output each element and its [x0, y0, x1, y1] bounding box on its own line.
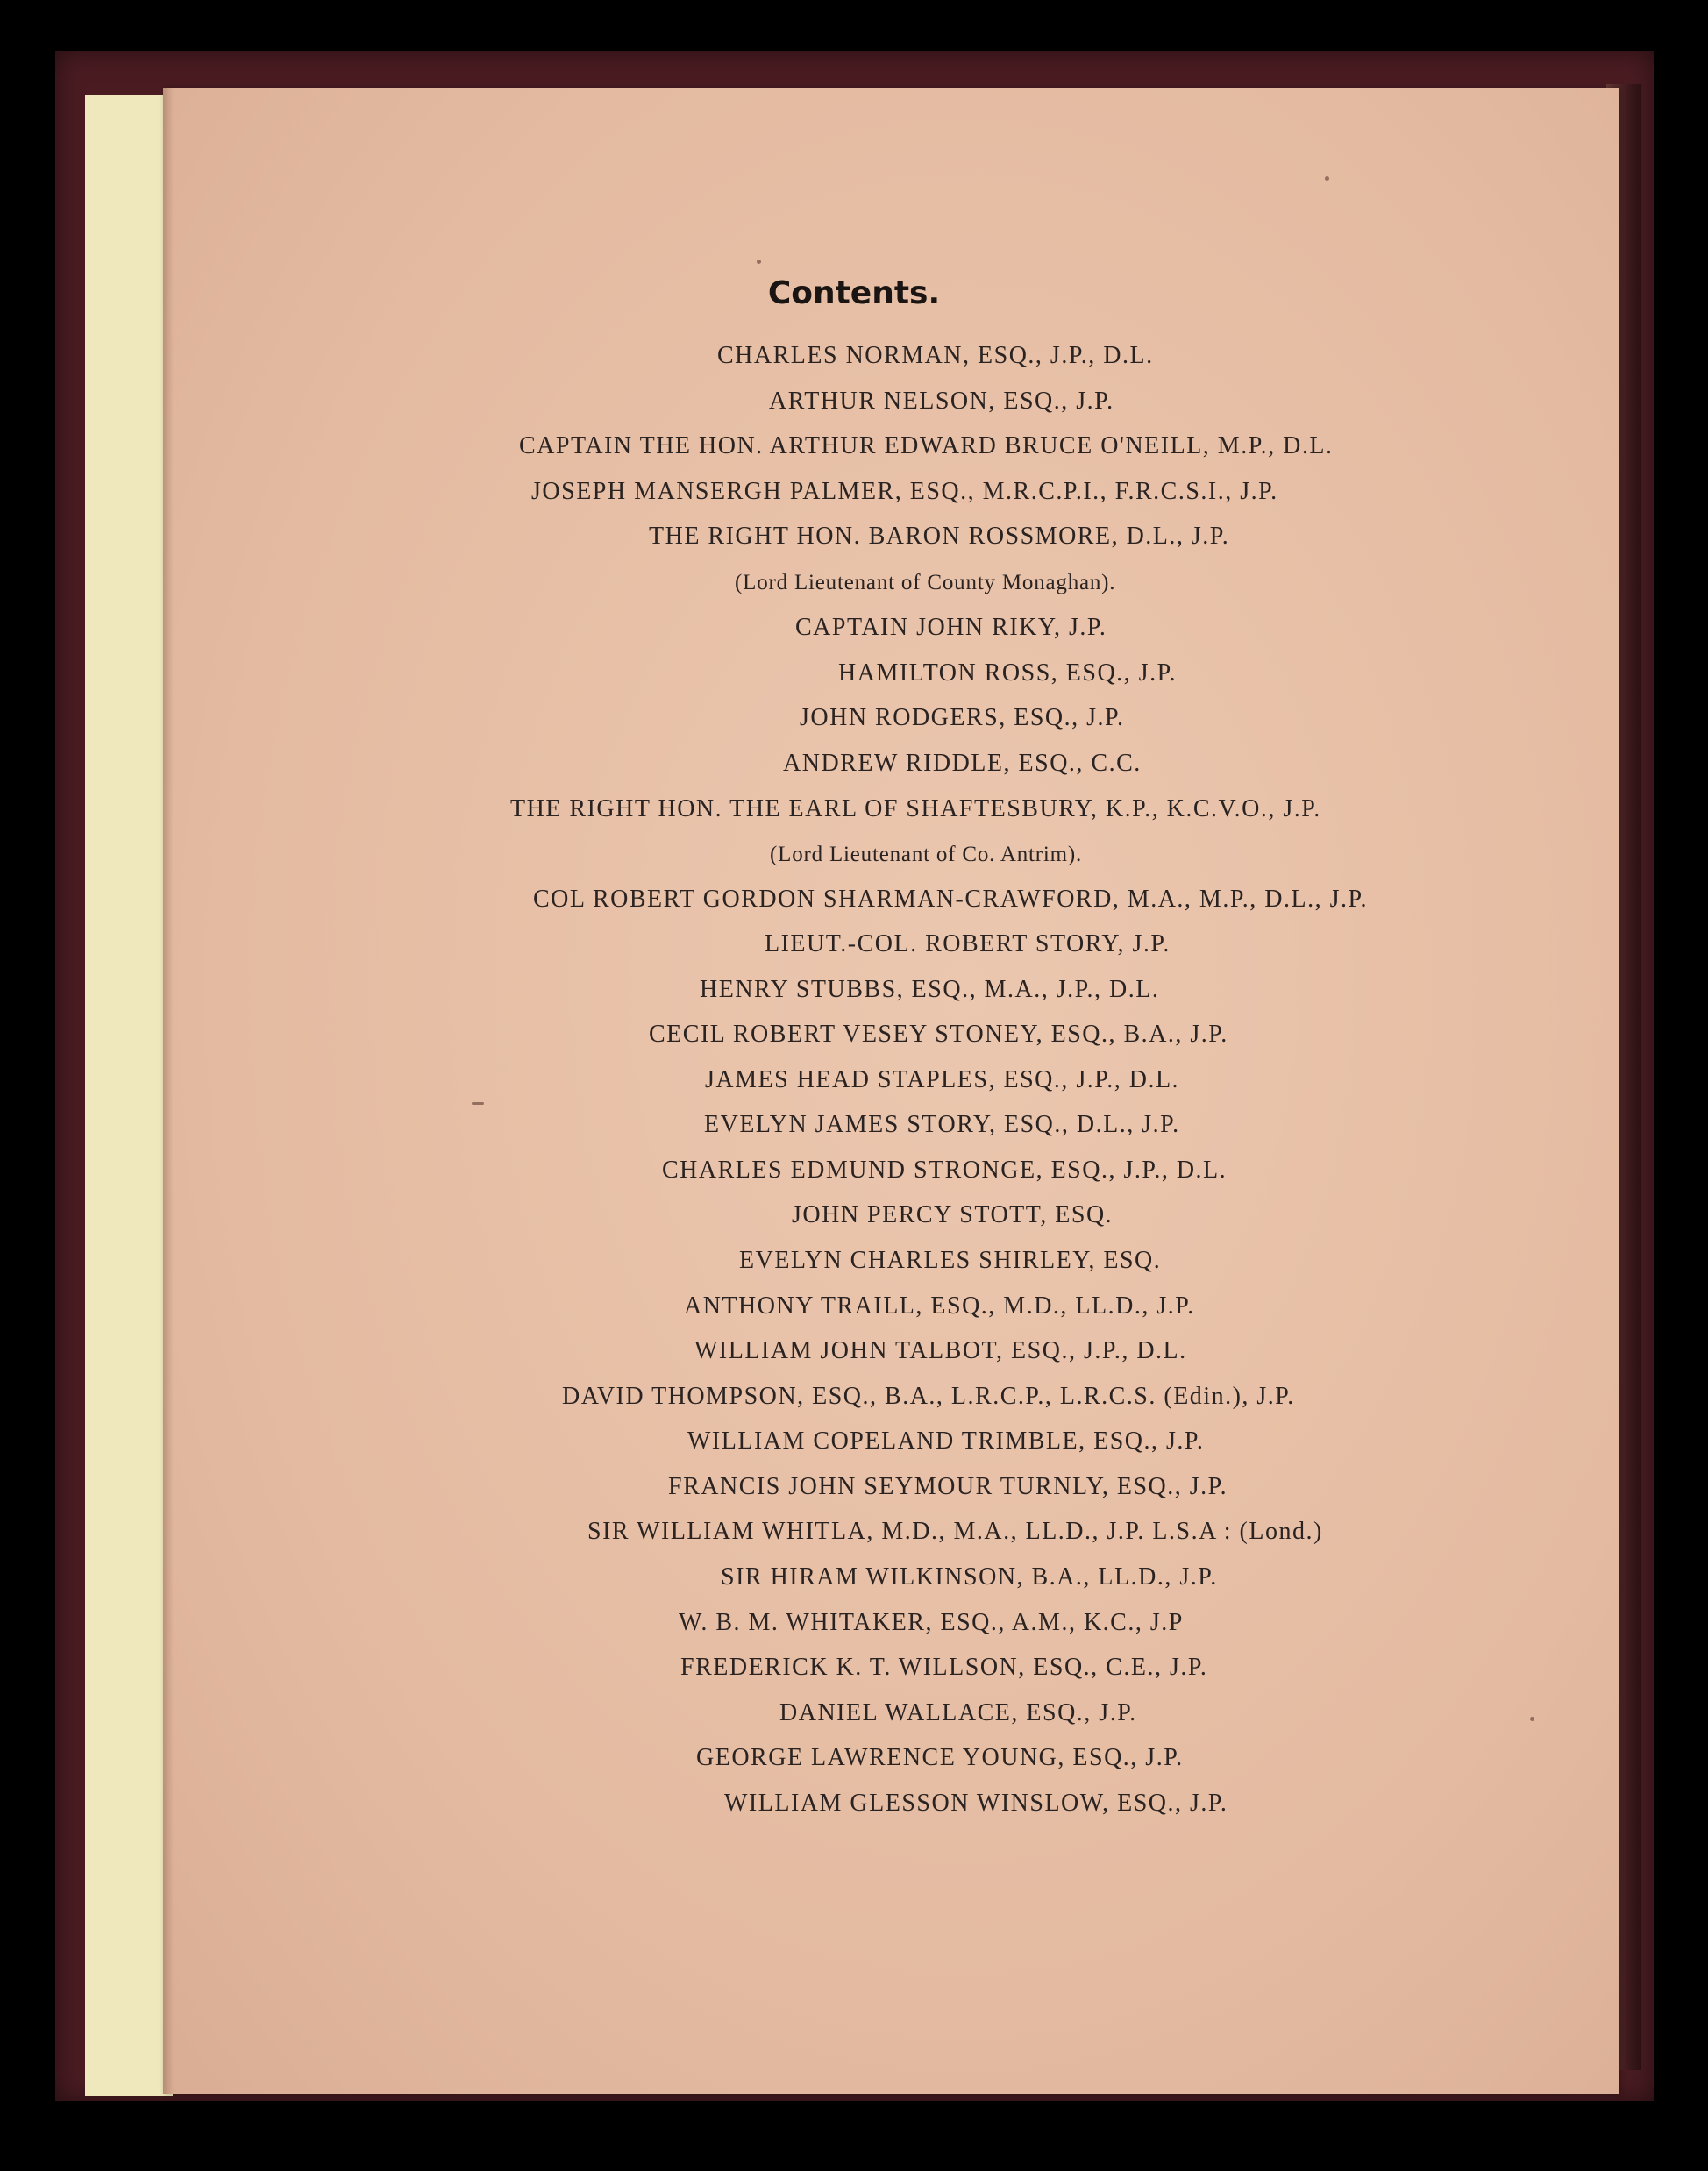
paper-speck	[1325, 176, 1329, 181]
contents-entry: EVELYN JAMES STORY, ESQ., D.L., J.P.	[704, 1111, 1180, 1138]
contents-entry: LIEUT.-COL. ROBERT STORY, J.P.	[765, 930, 1171, 957]
contents-entry: W. B. M. WHITAKER, ESQ., A.M., K.C., J.P	[679, 1609, 1184, 1636]
contents-entry: WILLIAM COPELAND TRIMBLE, ESQ., J.P.	[687, 1427, 1205, 1455]
contents-entry: CECIL ROBERT VESEY STONEY, ESQ., B.A., J.P.	[649, 1021, 1228, 1048]
contents-entry: WILLIAM JOHN TALBOT, ESQ., J.P., D.L.	[694, 1337, 1187, 1364]
page-title: Contents.	[767, 275, 941, 311]
paper-speck	[472, 1102, 484, 1105]
contents-entry-note: (Lord Lieutenant of Co. Antrim).	[770, 843, 1083, 866]
contents-entry: DAVID THOMPSON, ESQ., B.A., L.R.C.P., L.R.C.S. (Edin.), J.P.	[562, 1383, 1295, 1410]
contents-entry: JOHN PERCY STOTT, ESQ.	[792, 1201, 1114, 1228]
contents-entry-note: (Lord Lieutenant of County Monaghan).	[735, 571, 1116, 594]
contents-entry: SIR WILLIAM WHITLA, M.D., M.A., LL.D., J.P. L.S.A : (Lond.)	[587, 1518, 1323, 1545]
contents-entry: CHARLES NORMAN, ESQ., J.P., D.L.	[717, 342, 1154, 369]
contents-entry: ANTHONY TRAILL, ESQ., M.D., LL.D., J.P.	[684, 1292, 1195, 1320]
contents-entry: ARTHUR NELSON, ESQ., J.P.	[769, 388, 1114, 415]
contents-entry: DANIEL WALLACE, ESQ., J.P.	[779, 1699, 1137, 1726]
contents-entry: FRANCIS JOHN SEYMOUR TURNLY, ESQ., J.P.	[668, 1473, 1228, 1500]
contents-entry: HAMILTON ROSS, ESQ., J.P.	[838, 659, 1178, 687]
contents-entry: HENRY STUBBS, ESQ., M.A., J.P., D.L.	[700, 976, 1160, 1003]
contents-entry: CHARLES EDMUND STRONGE, ESQ., J.P., D.L.	[662, 1157, 1228, 1184]
contents-entry: CAPTAIN JOHN RIKY, J.P.	[795, 614, 1107, 641]
contents-entry: THE RIGHT HON. BARON ROSSMORE, D.L., J.P.	[649, 523, 1230, 550]
contents-entry: GEORGE LAWRENCE YOUNG, ESQ., J.P.	[696, 1744, 1184, 1771]
contents-entry: THE RIGHT HON. THE EARL OF SHAFTESBURY, K.P., K.C.V.O., J.P.	[510, 795, 1321, 822]
paper-speck	[1530, 1717, 1534, 1721]
contents-entry: SIR HIRAM WILKINSON, B.A., LL.D., J.P.	[721, 1563, 1218, 1591]
flyleaf	[85, 95, 173, 2096]
page-gutter-shadow	[163, 88, 174, 2094]
contents-entry: COL ROBERT GORDON SHARMAN-CRAWFORD, M.A., M.P., D.L., J.P.	[533, 886, 1368, 913]
contents-entry: JOSEPH MANSERGH PALMER, ESQ., M.R.C.P.I., F.R.C.S.I., J.P.	[531, 478, 1278, 505]
contents-entry: FREDERICK K. T. WILLSON, ESQ., C.E., J.P.	[680, 1654, 1208, 1681]
contents-entry: EVELYN CHARLES SHIRLEY, ESQ.	[739, 1247, 1162, 1274]
contents-entry: ANDREW RIDDLE, ESQ., C.C.	[783, 750, 1142, 777]
contents-entry: JOHN RODGERS, ESQ., J.P.	[800, 704, 1125, 731]
contents-entry: WILLIAM GLESSON WINSLOW, ESQ., J.P.	[724, 1790, 1228, 1817]
paper-speck	[757, 260, 761, 264]
contents-entry: CAPTAIN THE HON. ARTHUR EDWARD BRUCE O'NEILL, M.P., D.L.	[519, 432, 1334, 459]
contents-entry: JAMES HEAD STAPLES, ESQ., J.P., D.L.	[705, 1066, 1180, 1093]
